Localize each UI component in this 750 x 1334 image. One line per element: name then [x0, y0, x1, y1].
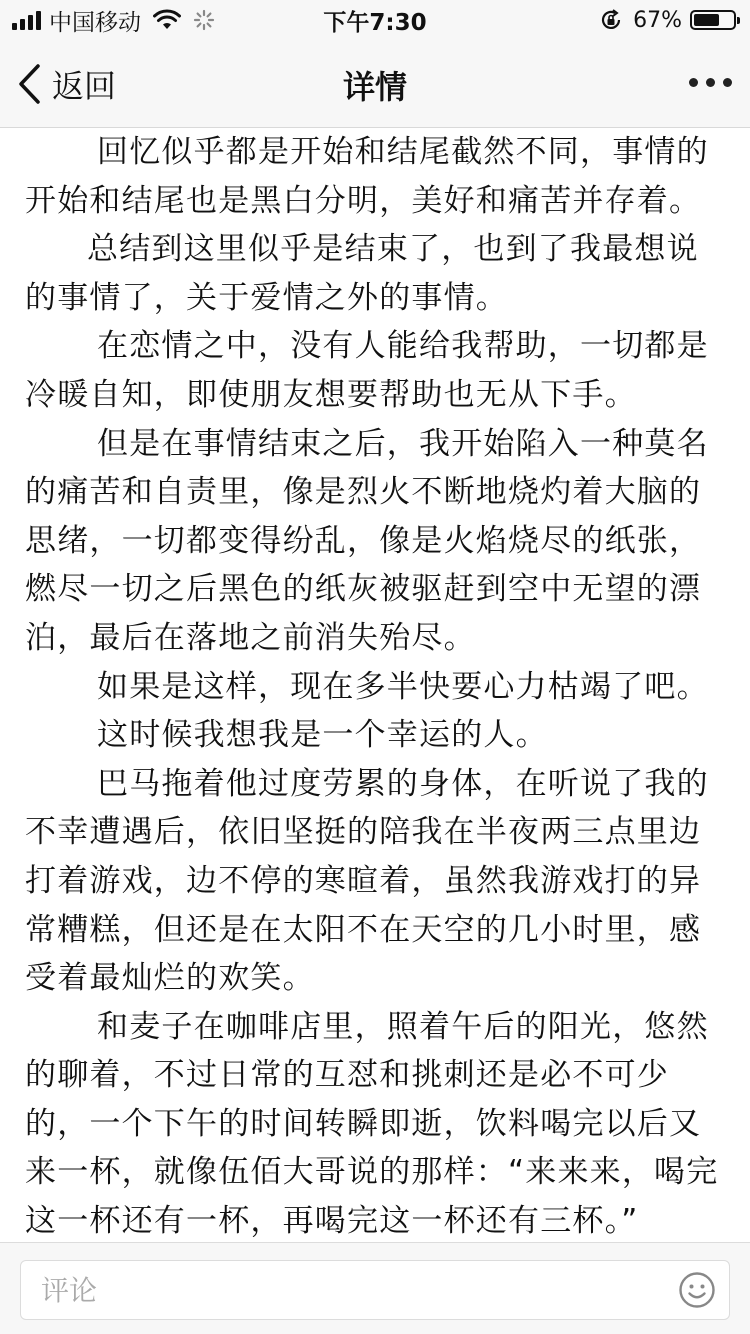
emoji-smile-icon[interactable]: [678, 1271, 716, 1309]
article-paragraph: 总结到这里似乎是结束了，也到了我最想说的事情了，关于爱情之外的事情。: [25, 231, 699, 316]
status-right: [599, 6, 736, 34]
rotation-lock-icon: [599, 8, 623, 32]
comment-bar: [0, 1242, 750, 1334]
article-paragraph: 如果是这样，现在多半快要心力枯竭了吧。: [97, 668, 709, 705]
article-paragraph: 但是在事情结束之后，我开始陷入一种莫名的痛苦和自责里，像是烈火不断地烧灼着大脑的思绪，一切都变得纷乱，像是火焰烧尽的纸张，燃尽一切之后黑色的纸灰被驱赶到空中无望的漂泊，最后在落地之前消失殆尽。: [25, 425, 709, 656]
article-paragraph: 在恋情之中，没有人能给我帮助，一切都是冷暖自知，即使朋友想要帮助也无从下手。: [25, 328, 709, 413]
battery-icon: [690, 10, 736, 30]
status-bar: [0, 0, 750, 40]
dot: [723, 78, 732, 87]
article-paragraph: 和麦子在咖啡店里，照着午后的阳光，悠然的聊着，不过日常的互怼和挑刺还是必不可少的，一个下午的时间转瞬即逝，饮料喝完以后又来一杯，就像伍佰大哥说的那样：“来来来，喝完这一杯还有一杯，再喝完这一杯还有三杯。”: [25, 1008, 719, 1240]
dot: [706, 78, 715, 87]
status-time: 下午7:30: [323, 10, 427, 36]
article-paragraph: 巴马拖着他过度劳累的身体，在听说了我的不幸遭遇后，依旧坚挺的陪我在半夜两三点里边打着游戏，边不停的寒暄着，虽然我游戏打的异常糟糕，但还是在太阳不在天空的几小时里，感受着最灿烂的欢笑。: [25, 765, 709, 997]
article-paragraph: 这时候我想我是一个幸运的人。: [97, 717, 548, 754]
more-dots-icon[interactable]: [689, 78, 732, 87]
article-body: [25, 128, 725, 1242]
carrier-name: 中国移动: [49, 9, 141, 36]
battery-percent: 67%: [633, 7, 682, 33]
back-label: 返回: [52, 67, 117, 105]
nav-bar: [0, 40, 750, 128]
comment-input[interactable]: [20, 1260, 730, 1320]
dot: [689, 78, 698, 87]
battery-cap: [737, 17, 740, 24]
article-paragraph: 回忆似乎都是开始和结尾截然不同，事情的开始和结尾也是黑白分明，美好和痛苦并存着。: [25, 134, 709, 219]
battery-fill: [694, 14, 719, 26]
page-title: 详情: [342, 68, 407, 106]
